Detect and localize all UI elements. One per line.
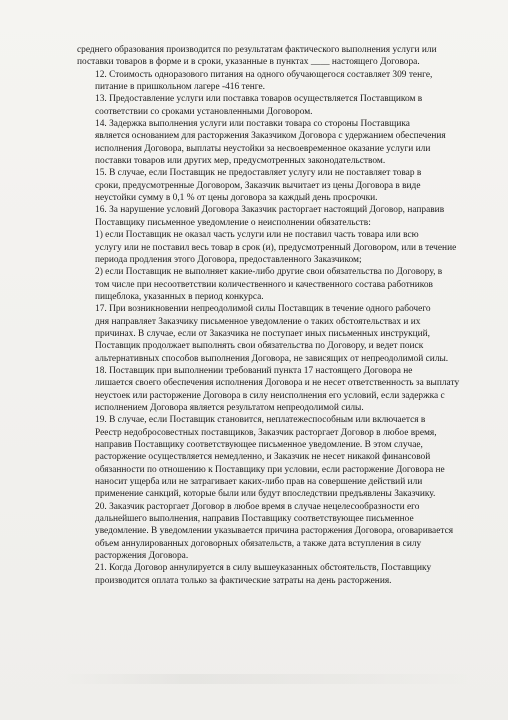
text-line: 16. За нарушение условий Договора Заказчик расторгает настоящий Договор, направив [95, 205, 445, 216]
paragraph-16-item-1 [77, 229, 485, 266]
text-line: причинах. В случае, если от Заказчика не поступает иных письменных инструкций, [95, 328, 431, 339]
text-line: периода продления этого Договора, предоставленного Заказчиком; [95, 254, 362, 265]
paragraph-17 [77, 303, 485, 365]
text-line: 21. Когда Договор аннулируется в силу вышеуказанных обстоятельств, Поставщику [95, 563, 432, 574]
text-line: Реестр недобросовестных поставщиков, Заказчик расторгает Договор в любое время, [95, 427, 437, 438]
text-line: применение санкций, которые были или будут впоследствии предъявлены Заказчику. [95, 489, 436, 500]
text-line: 12. Стоимость одноразового питания на одного обучающегося составляет 309 тенге, [95, 69, 433, 80]
paragraph-19 [77, 414, 485, 500]
text-line: поставки товаров в форме и в сроки, указанные в пунктах ____ настоящего Договора. [77, 57, 420, 68]
text-line: сроки, предусмотренные Договором, Заказчик вычитает из цены Договора в виде [95, 180, 421, 191]
text-line: пищеблока, указанных в период конкурса. [95, 291, 264, 302]
text-line: услугу или не поставил весь товар в срок (и), предусмотренный Договором, или в течение [95, 242, 457, 253]
paragraph-21 [77, 562, 485, 587]
text-line: дальнейшего выполнения, направив Поставщику соответствующее письменное [95, 514, 414, 525]
text-line: Поставщик продолжает выполнять свои обязательства по Договору, и ведет поиск [95, 341, 424, 352]
text-line: поставки товаров или других мер, предусмотренных законодательством. [95, 156, 386, 167]
text-line: соответствии со сроками установленными Договором. [95, 106, 313, 117]
paragraph-continuation [77, 44, 485, 69]
paragraph-13 [77, 93, 485, 118]
text-line: 17. При возникновении непреодолимой силы Поставщик в течение одного рабочего [95, 304, 431, 315]
text-line: Поставщику письменное уведомление о неисполнении обязательств: [95, 217, 371, 228]
text-line: 19. В случае, если Поставщик становится, неплатежеспособным или включается в [95, 415, 426, 426]
text-line: среднего образования производится по результатам фактического выполнения услуги или [77, 45, 437, 55]
text-line: том числе при несоответствии количественного и качественного состава работников [95, 279, 433, 290]
text-line: является основанием для расторжения Заказчиком Договора с удержанием обеспечения [95, 131, 446, 142]
paragraph-16 [77, 204, 485, 229]
text-line: расторжения Договора. [95, 551, 189, 562]
text-line: 13. Предоставление услуги или поставка товаров осуществляется Поставщиком в [95, 94, 423, 105]
text-line: 1) если Поставщик не оказал часть услуги или не поставил часть товара или всю [95, 230, 419, 241]
text-line: уведомление. В уведомлении указывается причина расторжения Договора, оговаривается [95, 526, 454, 537]
text-line: наносит ущерба или не затрагивает каких-либо прав на совершение действий или [95, 477, 423, 488]
text-line: неустоек или расторжение Договора в силу неисполнения его условий, если задержка с [95, 390, 445, 401]
text-line: объем аннулированных договорных обязательств, а также дата вступления в силу [95, 538, 422, 549]
text-line: неустойки сумму в 0,1 % от цены договора за каждый день просрочки. [95, 193, 378, 204]
text-line: 18. Поставщик при выполнении требований пункта 17 настоящего Договора не [95, 365, 413, 376]
document-body [77, 44, 485, 587]
text-line: дня направляет Заказчику письменное уведомление о таких обстоятельствах и их [95, 316, 421, 327]
paragraph-15 [77, 167, 485, 204]
paragraph-16-item-2 [77, 266, 485, 303]
paragraph-14 [77, 118, 485, 167]
text-line: 15. В случае, если Поставщик не предоставляет услугу или не поставляет товар в [95, 168, 422, 179]
text-line: 20. Заказчик расторгает Договор в любое время в случае нецелесообразности его [95, 501, 420, 512]
paragraph-18 [77, 365, 485, 414]
paragraph-20 [77, 501, 485, 563]
text-line: обязанности по отношению к Поставщику при условии, если расторжение Договора не [95, 464, 445, 475]
text-line: 14. Задержка выполнения услуги или поставки товара со стороны Поставщика [95, 119, 410, 130]
text-line: лишается своего обеспечения исполнения Договора и не несет ответственность за выплату [95, 378, 460, 389]
text-line: расторжение осуществляется немедленно, и Заказчик не несет никакой финансовой [95, 452, 431, 463]
scan-smudge [60, 674, 480, 684]
text-line: исполнением Договора является результатом непреодолимой силы. [95, 402, 364, 413]
text-line: питание в пришкольном лагере -416 тенге. [95, 82, 265, 93]
text-line: 2) если Поставщик не выполняет какие-либо другие свои обязательства по Договору, в [95, 267, 443, 278]
text-line: альтернативных способов выполнения Договора, не зависящих от непреодолимой силы. [95, 353, 449, 364]
text-line: исполнения Договора, выплаты неустойки за несвоевременное оказание услуги или [95, 143, 431, 154]
text-line: направив Поставщику соответствующее письменное уведомление. В этом случае, [95, 440, 423, 450]
text-line: производится оплата только за фактические затраты на день расторжения. [95, 575, 392, 586]
paragraph-12 [77, 69, 485, 94]
